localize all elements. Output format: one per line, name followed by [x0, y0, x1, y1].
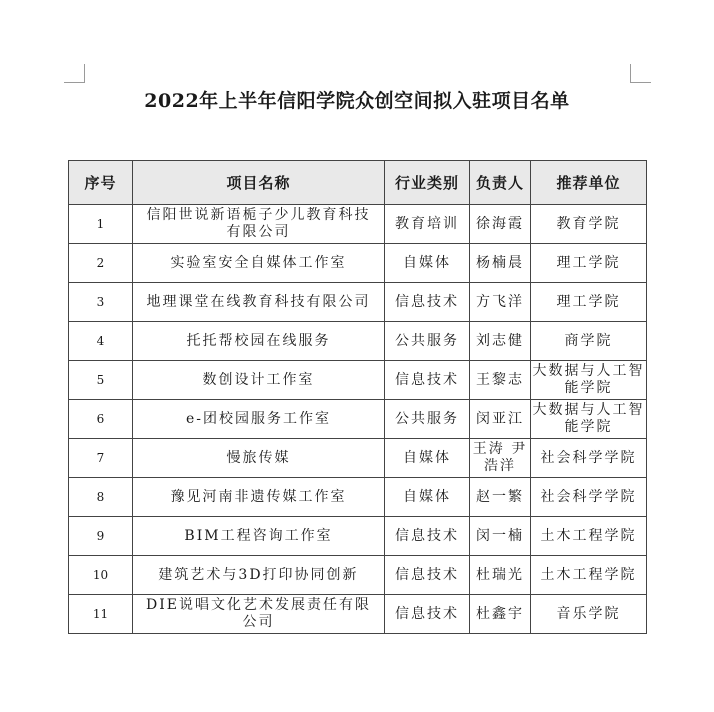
- cell-industry: 公共服务: [385, 400, 470, 439]
- table-row: [69, 556, 647, 595]
- cell-unit: 土木工程学院: [531, 517, 647, 556]
- cell-industry: 公共服务: [385, 322, 470, 361]
- cell-leader: 闵一楠: [470, 517, 531, 556]
- cell-industry: 信息技术: [385, 283, 470, 322]
- cell-no: 3: [69, 283, 133, 322]
- cell-project: DIE说唱文化艺术发展责任有限公司: [133, 595, 385, 634]
- cell-project: 托托帮校园在线服务: [133, 322, 385, 361]
- cell-unit: 商学院: [531, 322, 647, 361]
- cell-no: 10: [69, 556, 133, 595]
- cell-unit: 土木工程学院: [531, 556, 647, 595]
- table-row: [69, 517, 647, 556]
- cell-industry: 教育培训: [385, 205, 470, 244]
- cell-unit: 教育学院: [531, 205, 647, 244]
- cell-project: 慢旅传媒: [133, 439, 385, 478]
- cell-unit: 社会科学学院: [531, 439, 647, 478]
- document-title: 2022年上半年信阳学院众创空间拟入驻项目名单: [144, 90, 570, 112]
- cell-leader: 王涛 尹浩洋: [470, 439, 531, 478]
- margin-corner-mark-right: [630, 64, 651, 83]
- cell-leader: 杜鑫宇: [470, 595, 531, 634]
- header-no: 序号: [69, 161, 133, 205]
- header-industry: 行业类别: [385, 161, 470, 205]
- project-table: [68, 160, 647, 634]
- table-row: [69, 205, 647, 244]
- cell-leader: 杜瑞光: [470, 556, 531, 595]
- cell-project: 建筑艺术与3D打印协同创新: [133, 556, 385, 595]
- table-row: [69, 361, 647, 400]
- cell-unit: 理工学院: [531, 283, 647, 322]
- cell-leader: 方飞洋: [470, 283, 531, 322]
- cell-project: e-团校园服务工作室: [133, 400, 385, 439]
- margin-corner-mark-left: [64, 64, 85, 83]
- table-row: [69, 322, 647, 361]
- header-leader: 负责人: [470, 161, 531, 205]
- cell-unit: 社会科学学院: [531, 478, 647, 517]
- cell-no: 11: [69, 595, 133, 634]
- table-row: [69, 595, 647, 634]
- cell-project: 数创设计工作室: [133, 361, 385, 400]
- cell-unit: 大数据与人工智能学院: [531, 361, 647, 400]
- cell-unit: 音乐学院: [531, 595, 647, 634]
- cell-unit: 大数据与人工智能学院: [531, 400, 647, 439]
- table-row: [69, 400, 647, 439]
- table-row: [69, 439, 647, 478]
- cell-no: 2: [69, 244, 133, 283]
- cell-no: 9: [69, 517, 133, 556]
- cell-industry: 自媒体: [385, 478, 470, 517]
- cell-no: 7: [69, 439, 133, 478]
- cell-project: 实验室安全自媒体工作室: [133, 244, 385, 283]
- header-unit: 推荐单位: [531, 161, 647, 205]
- cell-leader: 刘志健: [470, 322, 531, 361]
- cell-no: 8: [69, 478, 133, 517]
- cell-no: 1: [69, 205, 133, 244]
- table-row: [69, 283, 647, 322]
- cell-industry: 信息技术: [385, 595, 470, 634]
- cell-leader: 王黎志: [470, 361, 531, 400]
- cell-industry: 信息技术: [385, 517, 470, 556]
- cell-industry: 信息技术: [385, 556, 470, 595]
- cell-project: 地理课堂在线教育科技有限公司: [133, 283, 385, 322]
- cell-leader: 闵亚江: [470, 400, 531, 439]
- cell-leader: 徐海霞: [470, 205, 531, 244]
- table-row: [69, 244, 647, 283]
- cell-no: 5: [69, 361, 133, 400]
- cell-leader: 赵一繁: [470, 478, 531, 517]
- table-row: [69, 478, 647, 517]
- cell-no: 6: [69, 400, 133, 439]
- cell-project: BIM工程咨询工作室: [133, 517, 385, 556]
- cell-industry: 信息技术: [385, 361, 470, 400]
- cell-unit: 理工学院: [531, 244, 647, 283]
- cell-industry: 自媒体: [385, 439, 470, 478]
- cell-leader: 杨楠晨: [470, 244, 531, 283]
- header-project: 项目名称: [133, 161, 385, 205]
- table-header-row: [69, 161, 647, 205]
- cell-no: 4: [69, 322, 133, 361]
- cell-industry: 自媒体: [385, 244, 470, 283]
- cell-project: 豫见河南非遗传媒工作室: [133, 478, 385, 517]
- cell-project: 信阳世说新语栀子少儿教育科技有限公司: [133, 205, 385, 244]
